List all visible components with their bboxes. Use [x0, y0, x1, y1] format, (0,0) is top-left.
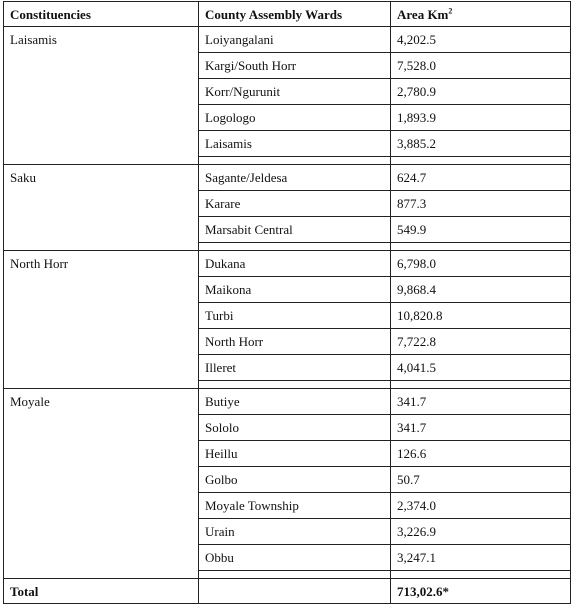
ward-area-cell: 549.9 — [391, 217, 571, 243]
total-empty-cell — [199, 579, 391, 604]
ward-name-cell: Illeret — [199, 355, 391, 381]
ward-name-cell: Sololo — [199, 415, 391, 441]
constituency-cell: Moyale — [4, 389, 199, 579]
ward-area-cell: 2,374.0 — [391, 493, 571, 519]
header-area — [391, 2, 571, 27]
ward-area-cell: 1,893.9 — [391, 105, 571, 131]
ward-area-cell: 624.7 — [391, 165, 571, 191]
ward-name-cell: Sagante/Jeldesa — [199, 165, 391, 191]
ward-name-cell: Moyale Township — [199, 493, 391, 519]
spacer-cell — [391, 571, 571, 579]
ward-area-cell: 341.7 — [391, 389, 571, 415]
table-row — [4, 27, 571, 53]
ward-name-cell: Korr/Ngurunit — [199, 79, 391, 105]
total-label: Total — [4, 579, 199, 604]
ward-area-cell: 4,041.5 — [391, 355, 571, 381]
ward-name-cell: Butiye — [199, 389, 391, 415]
ward-area-cell: 2,780.9 — [391, 79, 571, 105]
ward-area-cell: 3,885.2 — [391, 131, 571, 157]
spacer-cell — [199, 243, 391, 251]
ward-area-cell: 6,798.0 — [391, 251, 571, 277]
ward-area-cell: 10,820.8 — [391, 303, 571, 329]
ward-area-cell: 4,202.5 — [391, 27, 571, 53]
constituency-cell: Saku — [4, 165, 199, 251]
ward-name-cell: Obbu — [199, 545, 391, 571]
ward-area-cell: 877.3 — [391, 191, 571, 217]
header-row — [4, 2, 571, 27]
ward-area-cell: 9,868.4 — [391, 277, 571, 303]
ward-name-cell: Heillu — [199, 441, 391, 467]
spacer-cell — [391, 157, 571, 165]
ward-area-cell: 3,247.1 — [391, 545, 571, 571]
table-row — [4, 389, 571, 415]
ward-name-cell: Karare — [199, 191, 391, 217]
ward-area-cell: 341.7 — [391, 415, 571, 441]
spacer-cell — [391, 381, 571, 389]
ward-name-cell: Maikona — [199, 277, 391, 303]
ward-name-cell: Logologo — [199, 105, 391, 131]
ward-name-cell: North Horr — [199, 329, 391, 355]
spacer-cell — [199, 381, 391, 389]
wards-area-table — [3, 1, 571, 604]
spacer-cell — [199, 157, 391, 165]
ward-name-cell: Laisamis — [199, 131, 391, 157]
ward-area-cell: 7,722.8 — [391, 329, 571, 355]
total-row — [4, 579, 571, 604]
total-area: 713,02.6* — [391, 579, 571, 604]
constituency-cell: North Horr — [4, 251, 199, 389]
ward-name-cell: Marsabit Central — [199, 217, 391, 243]
ward-name-cell: Dukana — [199, 251, 391, 277]
constituency-cell: Laisamis — [4, 27, 199, 165]
table-row — [4, 165, 571, 191]
ward-area-cell: 50.7 — [391, 467, 571, 493]
table-row — [4, 251, 571, 277]
ward-name-cell: Urain — [199, 519, 391, 545]
spacer-cell — [391, 243, 571, 251]
ward-name-cell: Turbi — [199, 303, 391, 329]
ward-name-cell: Loiyangalani — [199, 27, 391, 53]
header-constituencies: Constituencies — [4, 2, 199, 27]
header-area-superscript: 2 — [448, 6, 453, 16]
ward-area-cell: 3,226.9 — [391, 519, 571, 545]
ward-name-cell: Golbo — [199, 467, 391, 493]
header-wards: County Assembly Wards — [199, 2, 391, 27]
header-area-label: Area Km — [397, 7, 449, 22]
spacer-cell — [199, 571, 391, 579]
ward-name-cell: Kargi/South Horr — [199, 53, 391, 79]
ward-area-cell: 126.6 — [391, 441, 571, 467]
table-body — [4, 2, 571, 604]
ward-area-cell: 7,528.0 — [391, 53, 571, 79]
